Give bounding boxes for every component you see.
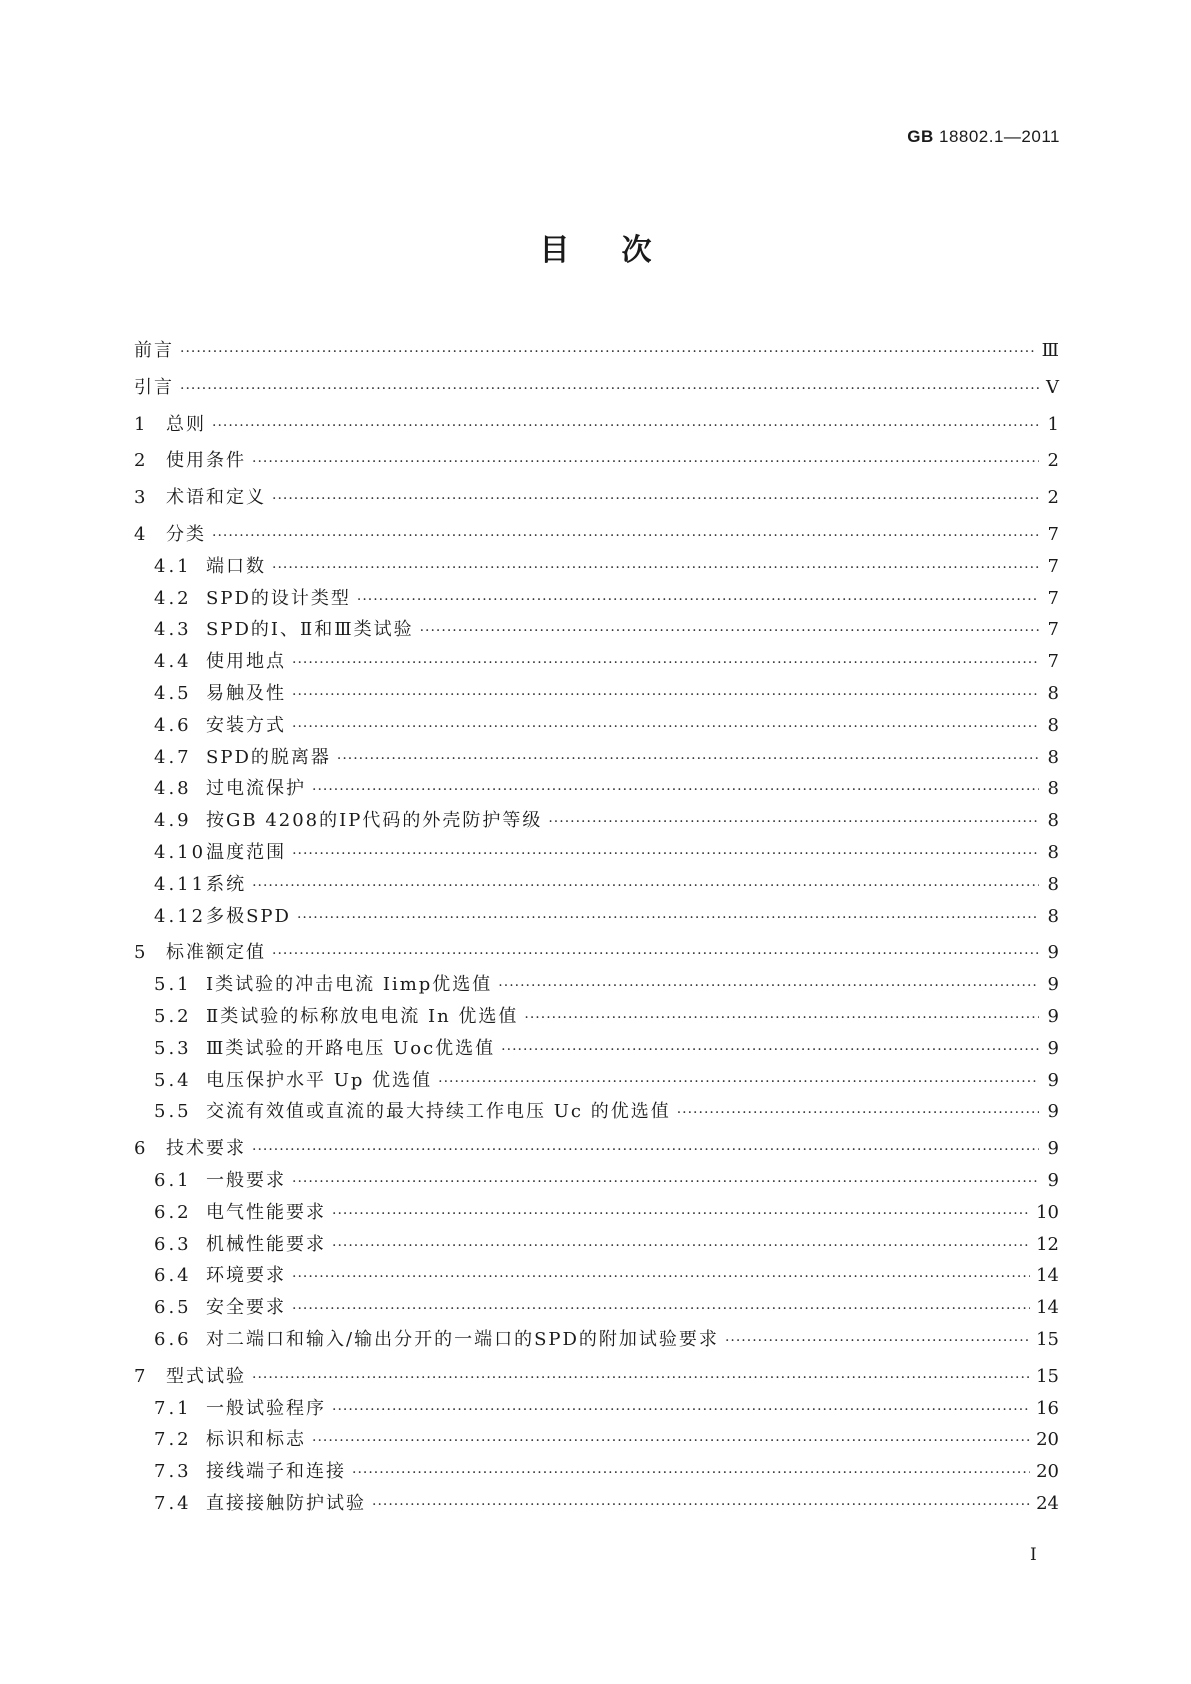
toc-entry[interactable] — [134, 445, 1059, 477]
toc-leader-dots — [332, 1199, 1030, 1231]
toc-entry-label: 机械性能要求 — [206, 1233, 326, 1255]
toc-leader-dots — [548, 807, 1039, 839]
toc-leader-dots — [501, 1035, 1039, 1067]
toc-entry-number: 6 — [134, 1138, 148, 1160]
toc-entry-number: 4.6 — [154, 714, 192, 736]
toc-entry[interactable] — [134, 901, 1059, 933]
toc-entry-number: 6.5 — [154, 1297, 192, 1319]
toc-entry-number: 4.11 — [154, 873, 207, 895]
toc-entry-page: 8 — [1047, 778, 1059, 800]
toc-entry-page: 8 — [1047, 810, 1059, 832]
toc-entry[interactable] — [134, 1393, 1059, 1425]
toc-entry-page: 9 — [1047, 974, 1059, 996]
toc-entry[interactable] — [134, 551, 1059, 583]
toc-entry-page: 1 — [1047, 413, 1059, 435]
toc-entry-number: 2 — [134, 450, 148, 472]
toc-leader-dots — [677, 1098, 1039, 1130]
toc-entry-label: 标准额定值 — [166, 942, 266, 964]
toc-entry-number: 4.5 — [154, 682, 192, 704]
toc-entry[interactable] — [134, 1260, 1059, 1292]
toc-entry[interactable] — [134, 1361, 1059, 1393]
toc-entry-label: Ⅰ类试验的冲击电流 Iimp优选值 — [206, 974, 493, 996]
toc-entry-label: 分类 — [166, 523, 206, 545]
standard-prefix: GB — [907, 127, 934, 146]
toc-entry-number: 7.2 — [154, 1429, 192, 1451]
toc-entry[interactable] — [134, 409, 1059, 441]
toc-entry[interactable] — [134, 1001, 1059, 1033]
toc-entry-page: 9 — [1047, 1101, 1059, 1123]
toc-leader-dots — [212, 521, 1039, 553]
toc-entry-page: 9 — [1047, 1005, 1059, 1027]
toc-entry-number: 7 — [134, 1365, 148, 1387]
toc-entry-page: 7 — [1047, 555, 1059, 577]
toc-leader-dots — [212, 411, 1039, 443]
toc-entry-page: 8 — [1047, 714, 1059, 736]
toc-leader-dots — [252, 447, 1039, 479]
toc-entry[interactable] — [134, 805, 1059, 837]
toc-entry-page: 7 — [1047, 587, 1059, 609]
toc-leader-dots — [272, 939, 1039, 971]
toc-entry-page: 9 — [1047, 1169, 1059, 1191]
toc-entry-page: 14 — [1036, 1297, 1059, 1319]
toc-leader-dots — [292, 839, 1039, 871]
toc-entry-number: 4.3 — [154, 619, 192, 641]
toc-entry-page: 24 — [1036, 1492, 1059, 1514]
toc-entry[interactable] — [134, 1033, 1059, 1065]
toc-entry-page: 8 — [1047, 682, 1059, 704]
standard-number — [907, 127, 1060, 147]
toc-leader-dots — [180, 337, 1036, 369]
toc-entry-label: 多极SPD — [206, 905, 291, 927]
toc-entry-number: 6.6 — [154, 1328, 192, 1350]
toc-leader-dots — [337, 744, 1039, 776]
toc-entry[interactable] — [134, 773, 1059, 805]
toc-leader-dots — [292, 648, 1039, 680]
toc-leader-dots — [292, 1294, 1030, 1326]
toc-entry[interactable] — [134, 482, 1059, 514]
toc-entry-label: 环境要求 — [206, 1265, 286, 1287]
toc-entry[interactable] — [134, 1197, 1059, 1229]
toc-leader-dots — [524, 1003, 1039, 1035]
toc-entry-number: 5.4 — [154, 1069, 192, 1091]
toc-entry-label: 安全要求 — [206, 1297, 286, 1319]
toc-leader-dots — [372, 1490, 1030, 1522]
toc-entry-label: SPD的设计类型 — [206, 587, 351, 609]
toc-entry-number: 7.4 — [154, 1492, 192, 1514]
toc-entry-label: 总则 — [166, 413, 206, 435]
toc-entry-page: 20 — [1036, 1429, 1059, 1451]
toc-entry-number: 4.12 — [154, 905, 207, 927]
toc-entry-page: Ⅲ — [1041, 340, 1059, 361]
toc-entry[interactable] — [134, 1292, 1059, 1324]
toc-entry[interactable] — [134, 678, 1059, 710]
toc-entry-number: 6.2 — [154, 1201, 192, 1223]
toc-leader-dots — [292, 1167, 1039, 1199]
toc-entry[interactable] — [134, 837, 1059, 869]
toc-leader-dots — [312, 775, 1039, 807]
toc-leader-dots — [332, 1231, 1030, 1263]
toc-entry-label: 易触及性 — [206, 682, 286, 704]
toc-entry-page: 14 — [1036, 1265, 1059, 1287]
toc-leader-dots — [312, 1426, 1030, 1458]
toc-leader-dots — [292, 1262, 1030, 1294]
toc-entry-label: 一般要求 — [206, 1169, 286, 1191]
toc-leader-dots — [252, 1135, 1039, 1167]
toc-entry[interactable] — [134, 1424, 1059, 1456]
toc-entry-number: 1 — [134, 413, 148, 435]
toc-entry-label: 接线端子和连接 — [206, 1461, 346, 1483]
toc-entry[interactable] — [134, 519, 1059, 551]
toc-entry[interactable] — [134, 1456, 1059, 1488]
toc-entry-page: 12 — [1036, 1233, 1059, 1255]
table-of-contents — [134, 330, 1059, 1520]
toc-entry-page: 9 — [1047, 1037, 1059, 1059]
toc-entry-label: 电压保护水平 Up 优选值 — [206, 1069, 433, 1091]
toc-leader-dots — [438, 1067, 1039, 1099]
toc-entry-label: 安装方式 — [206, 714, 286, 736]
toc-entry-page: 7 — [1047, 651, 1059, 673]
toc-entry-number: 5.3 — [154, 1037, 192, 1059]
toc-entry-label: SPD的脱离器 — [206, 746, 331, 768]
toc-entry-page: 2 — [1047, 487, 1059, 509]
toc-entry-label: 直接接触防护试验 — [206, 1492, 366, 1514]
toc-entry[interactable] — [134, 710, 1059, 742]
toc-entry-label: 标识和标志 — [206, 1429, 306, 1451]
toc-leader-dots — [420, 616, 1039, 648]
toc-entry-label: 型式试验 — [166, 1365, 246, 1387]
toc-entry-label: 技术要求 — [166, 1138, 246, 1160]
toc-entry-label: 对二端口和输入/输出分开的一端口的SPD的附加试验要求 — [206, 1328, 719, 1350]
toc-entry-number: 5.1 — [154, 974, 192, 996]
toc-entry[interactable] — [134, 583, 1059, 615]
toc-entry-label: 前言 — [134, 340, 174, 361]
toc-entry-page: 7 — [1047, 523, 1059, 545]
toc-entry[interactable] — [134, 1096, 1059, 1128]
toc-entry-page: 10 — [1036, 1201, 1059, 1223]
toc-leader-dots — [357, 585, 1039, 617]
toc-entry[interactable] — [134, 742, 1059, 774]
toc-entry-number: 4.10 — [154, 841, 207, 863]
toc-leader-dots — [292, 712, 1039, 744]
toc-entry-page: 15 — [1036, 1365, 1059, 1387]
toc-entry-number: 6.3 — [154, 1233, 192, 1255]
toc-entry[interactable] — [134, 1065, 1059, 1097]
toc-entry-label: 电气性能要求 — [206, 1201, 326, 1223]
toc-entry[interactable] — [134, 614, 1059, 646]
toc-entry-page: 8 — [1047, 746, 1059, 768]
toc-entry-page: 8 — [1047, 905, 1059, 927]
toc-entry-label: 按GB 4208的IP代码的外壳防护等级 — [206, 810, 543, 832]
toc-entry[interactable] — [134, 869, 1059, 901]
toc-entry-page: 9 — [1047, 942, 1059, 964]
toc-entry[interactable] — [134, 1229, 1059, 1261]
toc-entry-number: 7.3 — [154, 1461, 192, 1483]
toc-entry-number: 7.1 — [154, 1397, 192, 1419]
page-title: 目次 — [539, 233, 704, 268]
toc-entry-label: 使用地点 — [206, 651, 286, 673]
toc-leader-dots — [180, 374, 1039, 406]
toc-entry[interactable] — [134, 646, 1059, 678]
toc-entry-number: 3 — [134, 487, 148, 509]
toc-entry[interactable] — [134, 372, 1059, 404]
toc-leader-dots — [352, 1458, 1030, 1490]
toc-entry-number: 4.1 — [154, 555, 192, 577]
toc-entry-number: 4.7 — [154, 746, 192, 768]
page-number: I — [1030, 1545, 1037, 1565]
toc-entry-label: 引言 — [134, 376, 174, 398]
toc-entry-page: 9 — [1047, 1069, 1059, 1091]
toc-entry-label: SPD的Ⅰ、Ⅱ和Ⅲ类试验 — [206, 619, 414, 641]
toc-entry-number: 4.2 — [154, 587, 192, 609]
toc-leader-dots — [297, 903, 1039, 935]
toc-entry-number: 6.1 — [154, 1169, 192, 1191]
toc-entry-label: 端口数 — [206, 555, 266, 577]
toc-entry-label: Ⅲ类试验的开路电压 Uoc优选值 — [206, 1037, 496, 1059]
toc-entry-page: 8 — [1047, 873, 1059, 895]
toc-entry-label: 术语和定义 — [166, 487, 266, 509]
toc-leader-dots — [272, 484, 1039, 516]
toc-entry-number: 5 — [134, 942, 148, 964]
toc-entry-label: 过电流保护 — [206, 778, 306, 800]
toc-entry[interactable] — [134, 1488, 1059, 1520]
toc-entry-number: 4.8 — [154, 778, 192, 800]
toc-entry-number: 4 — [134, 523, 148, 545]
toc-entry-page: 15 — [1036, 1328, 1059, 1350]
toc-entry-label: 温度范围 — [206, 841, 287, 863]
toc-entry-number: 6.4 — [154, 1265, 192, 1287]
toc-entry[interactable] — [134, 1165, 1059, 1197]
toc-entry[interactable] — [134, 335, 1059, 367]
toc-entry-number: 4.9 — [154, 810, 192, 832]
toc-leader-dots — [252, 1363, 1030, 1395]
toc-leader-dots — [292, 680, 1039, 712]
toc-entry-page: 9 — [1047, 1138, 1059, 1160]
toc-entry-page: 7 — [1047, 619, 1059, 641]
toc-leader-dots — [725, 1326, 1030, 1358]
toc-entry-label: 交流有效值或直流的最大持续工作电压 Uc 的优选值 — [206, 1101, 671, 1123]
toc-leader-dots — [332, 1395, 1030, 1427]
toc-entry-number: 5.2 — [154, 1005, 192, 1027]
toc-entry-label: Ⅱ类试验的标称放电电流 In 优选值 — [206, 1005, 519, 1027]
toc-entry-label: 使用条件 — [166, 450, 246, 472]
toc-leader-dots — [272, 553, 1039, 585]
toc-entry-page: 8 — [1047, 841, 1059, 863]
toc-entry[interactable] — [134, 1133, 1059, 1165]
toc-entry-page: 16 — [1036, 1397, 1059, 1419]
toc-leader-dots — [498, 971, 1039, 1003]
toc-entry-page: Ⅴ — [1046, 376, 1059, 398]
toc-entry-number: 4.4 — [154, 651, 192, 673]
toc-entry[interactable] — [134, 937, 1059, 969]
toc-entry[interactable] — [134, 1324, 1059, 1356]
toc-entry-page: 2 — [1047, 450, 1059, 472]
toc-entry-label: 系统 — [206, 873, 247, 895]
toc-entry[interactable] — [134, 969, 1059, 1001]
toc-entry-number: 5.5 — [154, 1101, 192, 1123]
standard-code: 18802.1—2011 — [938, 127, 1060, 146]
toc-entry-page: 20 — [1036, 1461, 1059, 1483]
toc-entry-label: 一般试验程序 — [206, 1397, 326, 1419]
toc-leader-dots — [252, 871, 1039, 903]
